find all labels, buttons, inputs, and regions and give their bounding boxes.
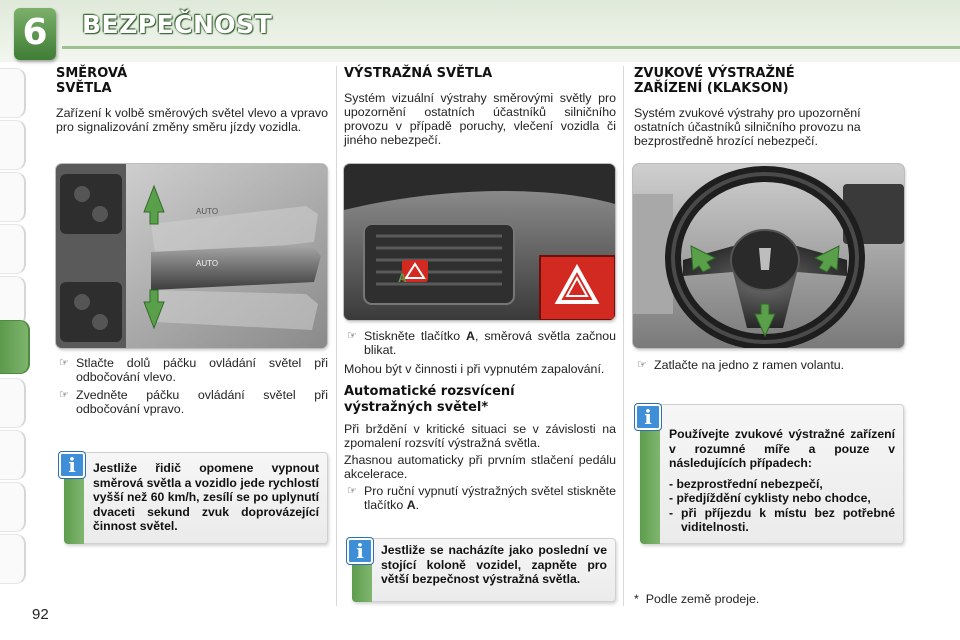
bullet-manual-off: ☞ Pro ruční vypnutí výstražných světel stiskněte tlačítko A. bbox=[347, 484, 616, 512]
info-box-strip bbox=[64, 471, 84, 544]
horn-intro: Systém zvukové výstrahy pro upozornění ostatních účastníků silničního provozu na bezprostředně hrozící nebezpečí. bbox=[634, 106, 861, 148]
column-divider bbox=[336, 66, 337, 606]
column-hazard-lights bbox=[344, 66, 616, 147]
column-divider bbox=[623, 66, 624, 606]
chapter-number: 6 bbox=[22, 12, 48, 53]
brand-logo-icon bbox=[759, 248, 771, 270]
column-horn bbox=[634, 66, 906, 148]
auto-hazard-off-para: Zhasnou automaticky při prvním stlačení pedálu akcelerace. bbox=[344, 453, 616, 481]
side-tab-4[interactable] bbox=[0, 224, 26, 274]
section-title-turn-signals: SMĚROVÁ SVĚTLA bbox=[56, 66, 128, 96]
section-title-hazard-lights: VÝSTRAŽNÁ SVĚTLA bbox=[344, 66, 493, 81]
side-tab-3[interactable] bbox=[0, 172, 26, 222]
hazard-label-a: A bbox=[398, 271, 407, 285]
stalk-photo bbox=[56, 164, 327, 348]
chapter-badge bbox=[14, 8, 56, 60]
side-tab-2[interactable] bbox=[0, 120, 26, 170]
turn-signals-intro: Zařízení k volbě směrových světel vlevo a vpravo pro signalizování změny směru jízdy vozidla. bbox=[56, 106, 328, 134]
bullet-right-turn: ☞ Zvedněte páčku ovládání světel při odbočování vpravo. bbox=[59, 388, 328, 416]
stalk-label-auto: AUTO bbox=[196, 259, 219, 268]
bullet-press-horn: ☞ Zatlačte na jedno z ramen volantu. bbox=[637, 358, 845, 372]
info-box-horn bbox=[640, 404, 904, 544]
list-item: - při příjezdu k místu bez potřebné viditelnosti. bbox=[669, 505, 895, 534]
hazard-photo bbox=[344, 164, 615, 320]
side-tab-10[interactable] bbox=[0, 534, 26, 584]
hand-pointer-icon: ☞ bbox=[637, 359, 647, 371]
hand-pointer-icon: ☞ bbox=[347, 330, 357, 342]
page-number: 92 bbox=[32, 606, 49, 623]
header-underline bbox=[62, 46, 960, 49]
info-text-turn-signals: Jestliže řidič opomene vypnout směrová světla a vozidlo jede rychlostí vyšší než 60 km/h, zesílí se po uplynutí dvaceti sekund zvuk doprovázející činnost světel. bbox=[93, 461, 319, 533]
side-tab-active-chapter[interactable] bbox=[0, 320, 30, 374]
turn-signals-bullets bbox=[56, 356, 328, 416]
hand-pointer-icon: ☞ bbox=[59, 389, 69, 401]
info-horn-list bbox=[669, 477, 895, 535]
list-item: - bezprostřední nebezpečí, bbox=[669, 476, 823, 491]
bullet-press-hazard: ☞ Stiskněte tlačítko A, směrová světla začnou blikat. bbox=[347, 329, 617, 357]
bullet-left-turn: ☞ Stlačte dolů páčku ovládání světel při odbočování vlevo. bbox=[59, 356, 328, 384]
info-icon: i bbox=[635, 404, 661, 430]
info-text-hazard: Jestliže se nacházíte jako poslední ve stojící koloně vozidel, zapněte pro větší bezpečnost výstražná světla. bbox=[381, 543, 607, 586]
column-turn-signals bbox=[56, 66, 328, 134]
hand-pointer-icon: ☞ bbox=[347, 485, 357, 497]
hazard-illustration bbox=[344, 164, 615, 320]
auto-hazard-para: Při brždění v kritické situaci se v závislosti na zpomalení rozsvítí výstražná světla. bbox=[344, 422, 616, 450]
info-icon: i bbox=[347, 538, 373, 564]
stalk-label-auto-top: AUTO bbox=[196, 207, 219, 216]
subsection-title-auto-hazard: Automatické rozsvícení výstražných světel* bbox=[344, 384, 515, 415]
info-box-hazard bbox=[352, 538, 616, 602]
list-item: - předjíždění cyklisty nebo chodce, bbox=[669, 491, 871, 505]
side-tab-7[interactable] bbox=[0, 378, 26, 428]
steering-wheel-photo bbox=[633, 164, 904, 348]
section-title-horn: ZVUKOVÉ VÝSTRAŽNÉ ZAŘÍZENÍ (KLAKSON) bbox=[634, 66, 795, 96]
steering-wheel-illustration bbox=[633, 164, 904, 348]
info-horn-title: Používejte zvukové výstražné zařízení v rozumné míře a pouze v následujících případech: bbox=[669, 427, 895, 470]
info-box-turn-signals bbox=[64, 452, 328, 544]
hazard-intro: Systém vizuální výstrahy směrovými světly pro upozornění ostatních účastníků silničního provozu v případě poruchy, vlečení vozidla či jiného nebezpečí. bbox=[344, 91, 616, 147]
stalk-illustration bbox=[56, 164, 327, 348]
side-tab-9[interactable] bbox=[0, 482, 26, 532]
info-box-strip bbox=[640, 423, 660, 544]
side-tab-1[interactable] bbox=[0, 68, 26, 118]
page-title: BEZPEČNOST bbox=[82, 10, 273, 39]
side-tab-8[interactable] bbox=[0, 430, 26, 480]
info-text-horn bbox=[669, 427, 895, 535]
footnote: * Podle země prodeje. bbox=[634, 592, 760, 606]
hazard-body bbox=[344, 329, 616, 512]
info-icon: i bbox=[59, 452, 85, 478]
hazard-ignition-note: Mohou být v činnosti i při vypnutém zapalování. bbox=[344, 362, 605, 376]
side-tab-5[interactable] bbox=[0, 276, 26, 326]
horn-bullets bbox=[634, 358, 906, 372]
hand-pointer-icon: ☞ bbox=[59, 357, 69, 369]
